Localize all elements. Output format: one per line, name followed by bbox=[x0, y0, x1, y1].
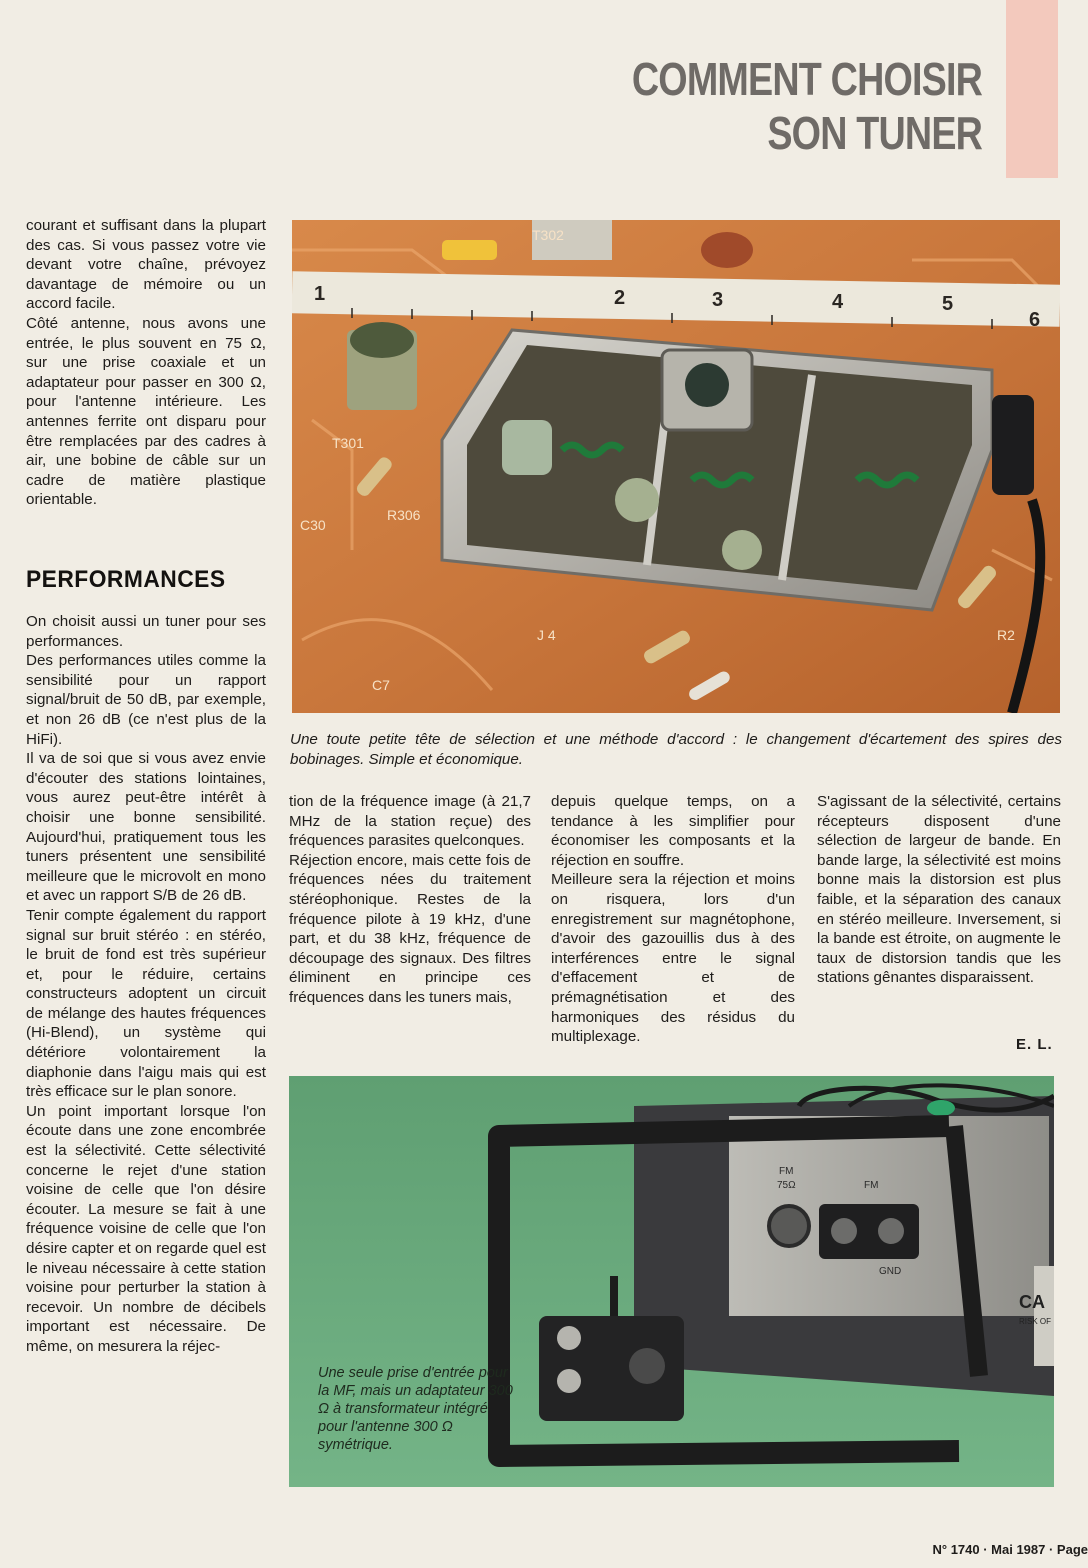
photo-caption: Une toute petite tête de sélection et une méthode d'accord : le changement d'écartement des spires des bobinages. Simple et économique. bbox=[290, 731, 1062, 768]
panel-label: 75Ω bbox=[777, 1180, 796, 1191]
paragraph: courant et suffisant dans la plupart des cas. Si vous passez votre vie devant votre chaîne, prévoyez davantage de mémoire ou un accord facile. bbox=[26, 217, 266, 313]
board-label: R306 bbox=[387, 507, 421, 523]
title-line-2: SON TUNER bbox=[767, 107, 982, 159]
paragraph: Réjection encore, mais cette fois de fréquences nées du traitement stéréophonique. Restes de la fréquence pilote à 19 kHz, d'une part, et du 38 kHz, fréquence de découpage des signaux. Des filtres éliminent en principe ces fréquences dans les tuners mais, bbox=[289, 851, 531, 1006]
article-column-1-bottom bbox=[26, 612, 266, 1357]
board-label: T301 bbox=[332, 435, 364, 451]
author-signature: E. L. bbox=[1016, 1036, 1053, 1053]
ruler-number: 5 bbox=[942, 293, 954, 315]
ruler-number: 1 bbox=[314, 283, 326, 305]
panel-label: FM bbox=[779, 1166, 794, 1177]
ruler-number: 3 bbox=[712, 289, 724, 311]
article-column-3 bbox=[551, 792, 795, 1047]
page-footer: N° 1740 · Mai 1987 · Page bbox=[932, 1542, 1088, 1557]
article-column-4 bbox=[817, 792, 1061, 988]
chassis-label: RISK OF bbox=[1019, 1317, 1052, 1326]
photo-tuner-head bbox=[292, 220, 1060, 713]
paragraph: On choisit aussi un tuner pour ses performances. bbox=[26, 613, 266, 650]
board-label: T302 bbox=[532, 227, 564, 243]
article-column-2 bbox=[289, 792, 531, 1008]
paragraph: tion de la fréquence image (à 21,7 MHz de la station reçue) des fréquences parasites quelconques. bbox=[289, 793, 531, 850]
panel-label: FM bbox=[864, 1180, 879, 1191]
ruler-number: 6 bbox=[1029, 309, 1041, 331]
paragraph: S'agissant de la sélectivité, certains récepteurs disposent d'une sélection de largeur de bande. En bande large, la sélectivité est moins bonne mais la distorsion est plus faible, et la séparation des canaux en stéréo meilleure. Inversement, si la bande est étroite, on augmente le taux de distorsion tandis que les stations gênantes disparaissent. bbox=[817, 793, 1061, 987]
title-line-1: COMMENT CHOISIR bbox=[631, 53, 982, 105]
photo-caption: Une seule prise d'entrée pour la MF, mais un adaptateur 300 Ω à transformateur intégré pour l'antenne 300 Ω symétrique. bbox=[318, 1365, 513, 1453]
paragraph: depuis quelque temps, on a tendance à les simplifier pour économiser les composants et la réjection en souffre. bbox=[551, 793, 795, 869]
board-label: J 4 bbox=[537, 627, 556, 643]
ruler-number: 4 bbox=[832, 291, 844, 313]
paragraph: Des performances utiles comme la sensibilité pour un rapport signal/bruit de 50 dB, par exemple, et non 26 dB (ce n'est plus de la HiFi). bbox=[26, 652, 266, 748]
paragraph: Côté antenne, nous avons une entrée, le plus souvent en 75 Ω, sur une prise coaxiale et un adaptateur pour passer en 300 Ω, pour l'antenne intérieure. Les antennes ferrite ont disparu pour être remplacées par des cadres à air, une bobine de câble sur un cadre de matière plastique orientable. bbox=[26, 314, 266, 509]
paragraph: Tenir compte également du rapport signal sur bruit stéréo : en stéréo, le bruit de fond est très supérieur et, pour le réduire, certains constructeurs adoptent un circuit de mélange des hautes fréquences (Hi-Blend), un système qui détériore volontairement la diaphonie dans l'aigu mais qui est très efficace sur le plan sonore. bbox=[26, 906, 266, 1101]
panel-label: GND bbox=[879, 1266, 902, 1277]
section-heading-performances: PERFORMANCES bbox=[26, 566, 226, 593]
paragraph: Il va de soi que si vous avez envie d'écouter des stations lointaines, vous aurez peut-être intérêt à choisir une bonne sensibilité. Aujourd'hui, pratiquement tous les tuners présentent une sensibilité meilleure que le microvolt en mono et avec un rapport S/B de 26 dB. bbox=[26, 750, 266, 905]
board-label: C7 bbox=[372, 677, 390, 693]
board-label: C30 bbox=[300, 517, 326, 533]
page-title bbox=[632, 52, 982, 160]
chassis-label: CA bbox=[1019, 1292, 1045, 1312]
board-label: R2 bbox=[997, 627, 1015, 643]
paragraph: Meilleure sera la réjection et moins on risquera, lors d'un enregistrement sur magnétophone, d'avoir des gazouillis dus à des interférences entre le signal d'effacement et de prémagnétisation et des harmoniques des résidus du multiplexage. bbox=[551, 871, 795, 1046]
ruler-number: 2 bbox=[614, 287, 626, 309]
section-color-tab bbox=[1006, 0, 1058, 178]
article-column-1-top bbox=[26, 216, 266, 510]
paragraph: Un point important lorsque l'on écoute dans une zone encombrée est la sélectivité. Cette sélectivité concerne le rejet d'une station voisine de celle que l'on désire écouter. La mesure se fait à une fréquence voisine de celle que l'on désire capter et on regarde quel est le niveau nécessaire à cette station voisine pour perturber la station à recevoir. Un nombre de décibels important est nécessaire. De même, on mesurera la réjec- bbox=[26, 1102, 266, 1355]
